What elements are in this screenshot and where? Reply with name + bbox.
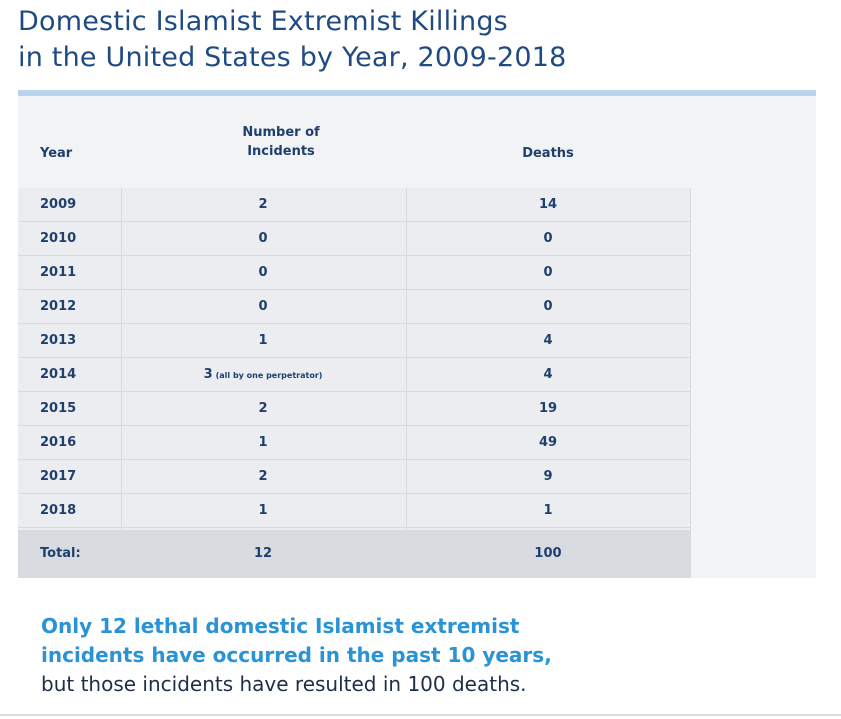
summary-highlight-line-2: incidents have occurred in the past 10 years, (41, 643, 552, 667)
table-row (18, 358, 690, 392)
incidents-value: 1 (258, 435, 268, 450)
incidents-value: 0 (258, 265, 268, 280)
incidents-cell (121, 188, 405, 222)
incidents-cell (121, 290, 405, 324)
incidents-value: 1 (258, 503, 268, 518)
header-incidents (139, 123, 423, 161)
deaths-cell: 49 (538, 435, 558, 450)
total-deaths: 100 (534, 546, 562, 561)
year-cell: 2015 (40, 401, 77, 416)
deaths-cell: 0 (543, 299, 553, 314)
incidents-value: 0 (258, 299, 268, 314)
column-divider (121, 188, 122, 578)
table-row (18, 256, 690, 290)
deaths-cell: 9 (543, 469, 553, 484)
incidents-value: 1 (258, 333, 268, 348)
title-line-1: Domestic Islamist Extremist Killings (18, 6, 508, 37)
table-row (18, 222, 690, 256)
table-row (18, 460, 690, 494)
incidents-cell (121, 460, 405, 494)
table-row (18, 494, 690, 528)
incidents-value: 0 (258, 231, 268, 246)
year-cell: 2018 (40, 503, 77, 518)
deaths-cell: 0 (543, 231, 553, 246)
header-year: Year (40, 146, 73, 161)
column-divider (406, 188, 407, 578)
year-cell: 2014 (40, 367, 77, 382)
summary-highlight-line-1: Only 12 lethal domestic Islamist extremist (41, 614, 520, 638)
incidents-value: 3 (203, 367, 213, 382)
year-cell: 2012 (40, 299, 77, 314)
table-right-panel (690, 188, 816, 578)
total-label: Total: (40, 546, 81, 561)
header-incidents-line-1: Number of (242, 125, 320, 140)
incidents-cell (121, 392, 405, 426)
incidents-cell (121, 324, 405, 358)
incidents-cell (121, 494, 405, 528)
column-divider (690, 188, 691, 578)
table-row (18, 290, 690, 324)
year-cell: 2013 (40, 333, 77, 348)
table-header (18, 96, 816, 188)
year-cell: 2016 (40, 435, 77, 450)
summary-text (41, 612, 801, 699)
header-incidents-line-2: Incidents (247, 144, 315, 159)
header-deaths: Deaths (522, 146, 574, 161)
incidents-cell (121, 426, 405, 460)
incidents-value: 2 (258, 197, 268, 212)
year-cell: 2011 (40, 265, 77, 280)
summary-rest: but those incidents have resulted in 100 deaths. (41, 672, 527, 696)
deaths-cell: 1 (543, 503, 553, 518)
deaths-cell: 4 (543, 333, 553, 348)
table-body (18, 188, 690, 530)
total-row (18, 530, 690, 578)
table-row (18, 392, 690, 426)
incidents-note: (all by one perpetrator) (215, 371, 323, 380)
year-cell: 2017 (40, 469, 77, 484)
deaths-cell: 19 (538, 401, 558, 416)
incidents-cell (121, 358, 405, 392)
title-line-2: in the United States by Year, 2009-2018 (18, 42, 567, 73)
table-row (18, 188, 690, 222)
killings-table (18, 96, 816, 578)
total-incidents: 12 (253, 546, 273, 561)
incidents-value: 2 (258, 401, 268, 416)
deaths-cell: 14 (538, 197, 558, 212)
incidents-value: 2 (258, 469, 268, 484)
page-title (18, 4, 818, 76)
year-cell: 2009 (40, 197, 77, 212)
table-row (18, 324, 690, 358)
year-cell: 2010 (40, 231, 77, 246)
incidents-cell (121, 256, 405, 290)
deaths-cell: 4 (543, 367, 553, 382)
bottom-divider (0, 714, 841, 716)
incidents-cell (121, 222, 405, 256)
deaths-cell: 0 (543, 265, 553, 280)
table-row (18, 426, 690, 460)
